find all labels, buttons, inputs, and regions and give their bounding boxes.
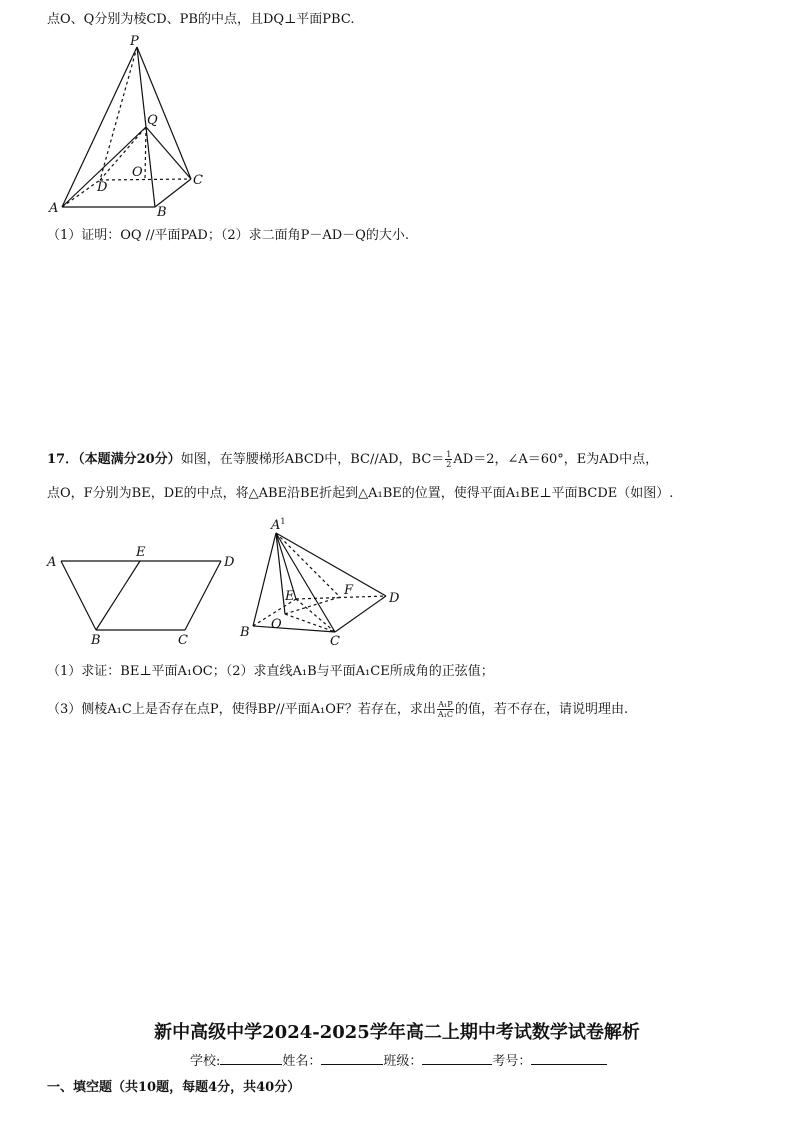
school-blank [220,1052,282,1065]
q17-frac-num: 1 [446,450,452,459]
label-D: D [97,180,108,195]
q16-intro: 点O、Q分别为棱CD、PB的中点，且DQ⊥平面PBC. [47,12,355,27]
exam-title: 新中高级中学2024-2025学年高二上期中考试数学试卷解析 [154,1022,640,1043]
q16-questions: （1）证明：OQ //平面PAD；（2）求二面角P－AD－Q的大小. [47,228,409,243]
q17-score: （本题满分20分） [78,452,181,467]
name-label: 姓名： [282,1054,322,1069]
label-B: B [157,205,167,220]
label-fig2-E: E [285,589,295,604]
label-fig2-D: D [389,591,400,606]
label-fig1-B: B [91,633,101,648]
label-fig2-C: C [330,634,340,649]
exam-no-label: 考号： [492,1054,532,1069]
label-fig1-D: D [224,555,235,570]
label-Q: Q [147,113,158,128]
label-P: P [130,34,139,49]
school-label: 学校: [190,1054,221,1069]
q17-part3 [47,700,628,719]
student-info-row [190,1052,607,1071]
q17-stem-b: AD＝2，∠A＝60°，E为AD中点， [453,452,659,467]
q17-part3-a: （3）侧棱A₁C上是否存在点P，使得BP//平面A₁OF？若存在，求出 [47,702,436,717]
q17-frac-den: 2 [446,460,452,469]
section-heading: 一、填空题（共10题，每题4分，共40分） [47,1080,301,1095]
q17-part1: （1）求证：BE⊥平面A₁OC；（2）求直线A₁B与平面A₁CE所成角的正弦值； [47,664,494,679]
q17-part3-num: A₁P [438,700,453,709]
label-fig2-O: O [271,617,282,632]
q17-part3-fraction [437,700,454,719]
q17-stem-a: 如图，在等腰梯形ABCD中，BC//AD，BC＝ [180,452,445,467]
label-fig2-F: F [344,583,354,598]
label-A: A [49,201,59,216]
q17-line2: 点O，F分别为BE，DE的中点，将△ABE沿BE折起到△A₁BE的位置，使得平面A₁BE⊥平面BCDE（如图）. [47,486,674,501]
label-fig1-E: E [136,545,146,560]
label-fig1-A: A [47,555,57,570]
label-fig2-A1: $A^1$ [271,517,286,533]
label-fig1-C: C [178,633,188,648]
class-label: 班级： [383,1054,423,1069]
label-C: C [193,173,203,188]
name-blank [321,1052,383,1065]
exam-no-blank [531,1052,607,1065]
class-blank [422,1052,492,1065]
q17-part3-b: 的值，若不存在，请说明理由. [455,702,629,717]
q17-number: 17． [47,452,79,467]
q17-part3-den: A₁C [437,710,454,719]
label-fig2-B: B [240,625,250,640]
label-O: O [132,165,143,180]
